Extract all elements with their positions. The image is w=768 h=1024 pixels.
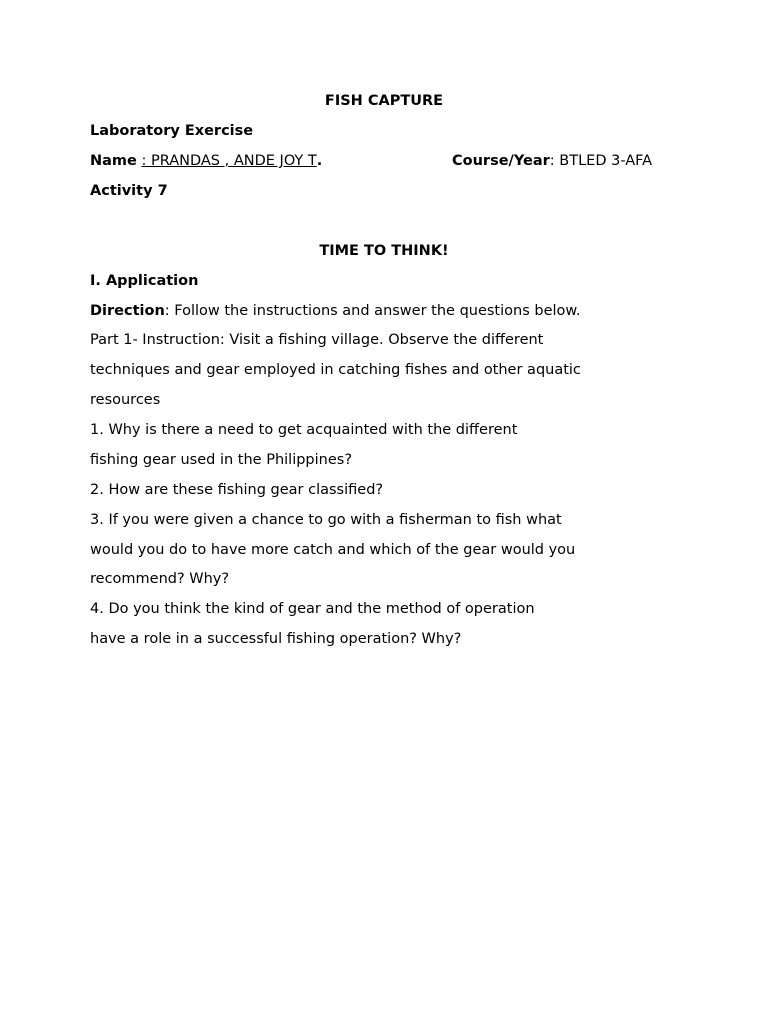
question-1-line: 1. Why is there a need to get acquainted with the different [90,422,518,438]
question-3-line: would you do to have more catch and which of the gear would you [90,542,576,558]
course-label: Course/Year [452,153,550,169]
course-value: : BTLED 3-AFA [549,153,653,169]
direction-label: Direction [90,303,165,319]
question-3-line: recommend? Why? [90,571,230,587]
question-4-line: 4. Do you think the kind of gear and the method of operation [90,601,535,617]
name-label: Name [90,153,137,169]
body-line: Part 1- Instruction: Visit a fishing village. Observe the different [90,332,544,348]
activity-label: Activity 7 [90,183,168,199]
section-heading: TIME TO THINK! [319,243,449,259]
body-line: resources [90,392,161,408]
question-2-line: 2. How are these fishing gear classified? [90,482,384,498]
name-period: . [316,153,323,169]
document-title: FISH CAPTURE [324,93,444,109]
document-subtitle: Laboratory Exercise [90,123,254,139]
name-value: : PRANDAS , ANDE JOY T [141,153,317,169]
question-3-line: 3. If you were given a chance to go with a fisherman to fish what [90,512,562,528]
direction-line [90,302,581,320]
question-1-line: fishing gear used in the Philippines? [90,452,353,468]
question-4-line: have a role in a successful fishing operation? Why? [90,631,462,647]
body-line: techniques and gear employed in catching fishes and other aquatic [90,362,581,378]
course-line [452,152,652,170]
direction-text: : Follow the instructions and answer the questions below. [164,303,581,319]
application-heading: I. Application [90,273,199,289]
name-line [90,152,322,170]
